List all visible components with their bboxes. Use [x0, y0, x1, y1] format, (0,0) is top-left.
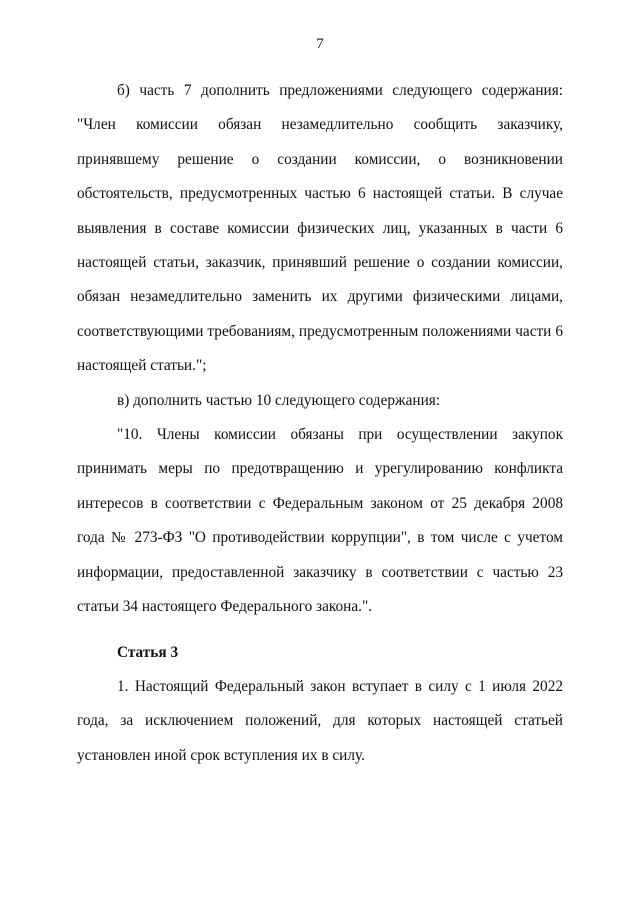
document-body [77, 74, 563, 773]
page-number: 7 [316, 36, 324, 52]
paragraph-v-amendment: в) дополнить частью 10 следующего содержания: [117, 391, 441, 409]
paragraph-b-amendment: б) часть 7 дополнить предложениями следующего содержания: "Член комиссии обязан незамедлительно сообщить заказчику, принявшему решение о создании комиссии, о возникновении обстоятельств, предусмотренных частью 6 настоящей статьи. В случае выявления в составе комиссии физических лиц, указанных в части 6 настоящей статьи, заказчик, принявший решение о создании комиссии, обязан незамедлительно заменить их другими физическими лицами, соответствующими требованиям, предусмотренным положениями части 6 настоящей статьи."; [77, 82, 563, 375]
paragraph-part-10: "10. Члены комиссии обязаны при осуществлении закупок принимать меры по предотвращению и урегулированию конфликта интересов в соответствии с Федеральным законом от 25 декабря 2008 года № 273-ФЗ "О противодействии коррупции", в том числе с учетом информации, предоставленной заказчику в соответствии с частью 23 статьи 34 настоящего Федерального закона.". [77, 426, 563, 616]
paragraph-effective-date: 1. Настоящий Федеральный закон вступает в силу с 1 июля 2022 года, за исключением положений, для которых настоящей статьей установлен иной срок вступления их в силу. [77, 677, 563, 764]
article-heading: Статья 3 [117, 643, 179, 661]
